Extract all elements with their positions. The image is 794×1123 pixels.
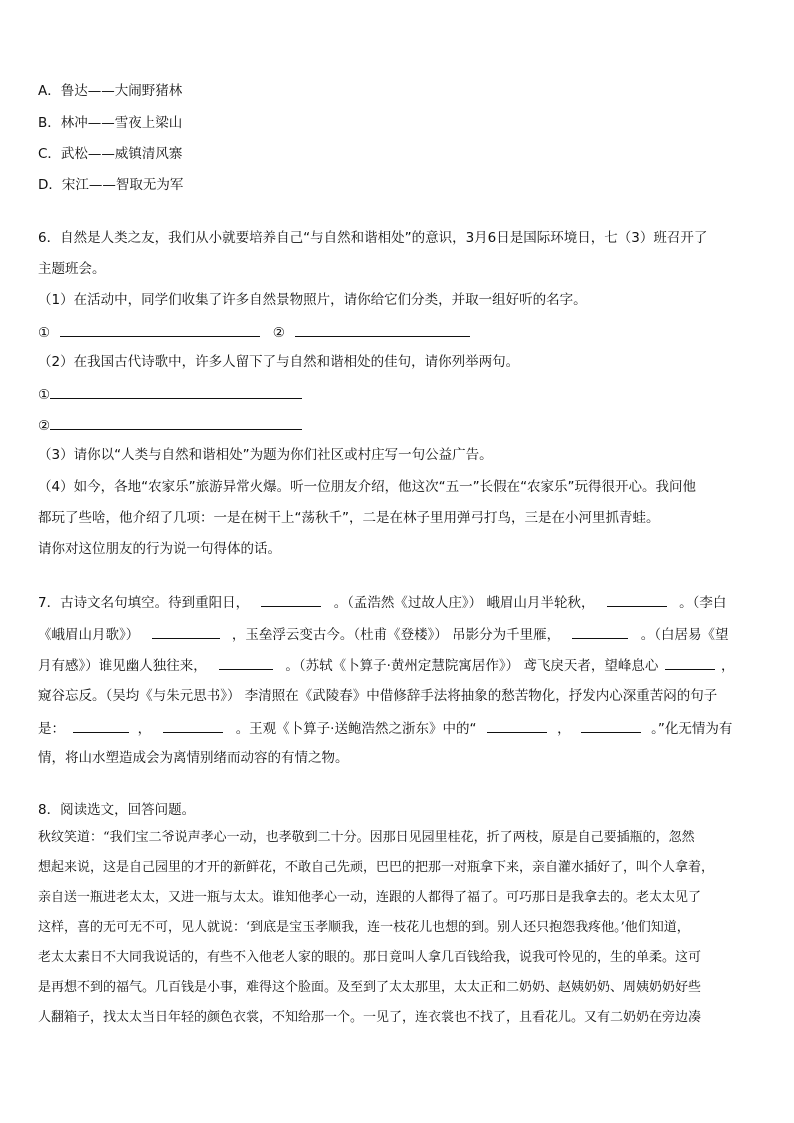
answer-blank[interactable] xyxy=(60,322,260,337)
q6-part4-line3: 请你对这位朋友的行为说一句得体的话。 xyxy=(38,541,281,557)
answer-blank[interactable] xyxy=(607,592,667,607)
q7-text: ， xyxy=(137,721,152,737)
answer-blank[interactable] xyxy=(665,655,715,670)
q7-text: 。（苏轼《卜算子·黄州定慧院寓居作》） 鸢飞戾天者，望峰息心 xyxy=(285,658,659,674)
q6-part1-answer xyxy=(38,322,470,342)
q7-text: ， xyxy=(557,721,571,737)
passage-line: 是再想不到的福气。几百钱是小事，难得这个脸面。及至到了太太那里，太太正和二奶奶、赵姨奶奶、周姨奶奶好些 xyxy=(38,980,702,995)
answer-blank[interactable] xyxy=(261,592,321,607)
q7-text: 7．古诗文名句填空。待到重阳日， xyxy=(38,595,250,611)
q6-part4-line2: 都玩了些啥，他介绍了几项：一是在树干上“荡秋千”，二是在林子里用弹弓打鸟，三是在小河里抓青蛙。 xyxy=(38,510,660,526)
answer-blank[interactable] xyxy=(572,624,628,639)
passage-line: 这样，喜的无可无不可，见人就说：‘到底是宝玉孝顺我，连一枝花儿也想的到。别人还只抱怨我疼他。’他们知道， xyxy=(38,920,690,935)
option-d: D．宋江——智取无为军 xyxy=(38,177,184,193)
passage-line: 亲自送一瓶进老太太，又进一瓶与太太。谁知他孝心一动，连跟的人都得了福了。可巧那日是我拿去的。老太太见了 xyxy=(38,890,702,905)
option-c: C．武松——威镇清风寨 xyxy=(38,146,183,162)
q6-stem-line2: 主题班会。 xyxy=(38,261,106,277)
answer-blank[interactable] xyxy=(73,718,129,733)
q7-text: 。王观《卜算子·送鲍浩然之浙东》中的“ xyxy=(235,721,477,737)
q7-text: 。（李白 xyxy=(679,595,727,611)
passage-line: 想起来说，这是自己园里的才开的新鲜花，不敢自己先顽，巴巴的把那一对瓶拿下来，亲自灌水插好了，叫个人拿着， xyxy=(38,860,715,875)
option-b: B．林冲——雪夜上梁山 xyxy=(38,115,183,131)
answer-blank[interactable] xyxy=(163,718,223,733)
passage-line: 老太太素日不大同我说话的，有些不入他老人家的眼的。那日竟叫人拿几百钱给我，说我可怜见的，生的单柔。这可 xyxy=(38,950,702,965)
answer-mark-2: ② xyxy=(272,325,285,341)
q7-line6: 情，将山水塑造成会为离情别绪而动容的有情之物。 xyxy=(38,750,349,766)
q7-text: 是： xyxy=(38,721,65,737)
passage-line: 人翻箱子，找太太当日年轻的颜色衣裳，不知给那一个。一见了，连衣裳也不找了，且看花儿。又有二奶奶在旁边凑 xyxy=(38,1010,702,1025)
q6-part2-answer-1 xyxy=(38,384,302,404)
q7-line2 xyxy=(38,624,728,644)
option-a: A．鲁达——大闹野猪林 xyxy=(38,83,183,99)
answer-blank[interactable] xyxy=(50,415,302,430)
q7-text: ， xyxy=(721,658,735,674)
answer-mark-1: ① xyxy=(38,325,51,341)
q6-stem-line1: 6．自然是人类之友，我们从小就要培养自己“与自然和谐相处”的意识，3月6日是国际环境日，七（3）班召开了 xyxy=(38,230,708,246)
answer-blank[interactable] xyxy=(581,718,641,733)
q7-text: 月有感》）谁见幽人独往来， xyxy=(38,658,207,674)
q7-line1 xyxy=(38,592,726,612)
q7-line4: 窥谷忘反。（吴均《与朱元思书》） 李清照在《武陵春》中借修辞手法将抽象的愁苦物化，抒发内心深重苦闷的句子 xyxy=(38,688,718,704)
q6-part1: （1）在活动中，同学们收集了许多自然景物照片，请你给它们分类，并取一组好听的名字。 xyxy=(38,292,587,308)
q8-title: 8．阅读选文，回答问题。 xyxy=(38,802,196,818)
answer-blank[interactable] xyxy=(50,384,302,399)
answer-blank[interactable] xyxy=(487,718,547,733)
q6-part2-answer-2 xyxy=(38,415,302,435)
q6-part3: （3）请你以“人类与自然和谐相处”为题为你们社区或村庄写一句公益广告。 xyxy=(38,447,493,463)
q7-text: 。（孟浩然《过故人庄》） 峨眉山月半轮秋， xyxy=(333,595,595,611)
passage-line: 秋纹笑道：“我们宝二爷说声孝心一动，也孝敬到二十分。因那日见园里桂花，折了两枝，原是自己要插瓶的，忽然 xyxy=(38,830,695,845)
q7-text: 。（白居易《望 xyxy=(640,627,729,643)
answer-mark-1: ① xyxy=(38,387,51,403)
q6-part4-line1: （4）如今，各地“农家乐”旅游异常火爆。听一位朋友介绍，他这次“五一”长假在“农家乐”玩得很开心。我问他 xyxy=(38,479,697,495)
q7-text: 《峨眉山月歌》） xyxy=(38,627,140,643)
q7-text: ，玉垒浮云变古今。（杜甫《登楼》） 吊影分为千里雁， xyxy=(231,627,561,643)
answer-blank[interactable] xyxy=(295,322,470,337)
answer-blank[interactable] xyxy=(152,624,220,639)
answer-blank[interactable] xyxy=(219,655,273,670)
q7-line3 xyxy=(38,655,735,675)
q7-text: 。”化无情为有 xyxy=(651,721,733,737)
answer-mark-2: ② xyxy=(38,418,51,434)
q7-line5 xyxy=(38,718,732,738)
q6-part2: （2）在我国古代诗歌中，许多人留下了与自然和谐相处的佳句，请你列举两句。 xyxy=(38,354,520,370)
